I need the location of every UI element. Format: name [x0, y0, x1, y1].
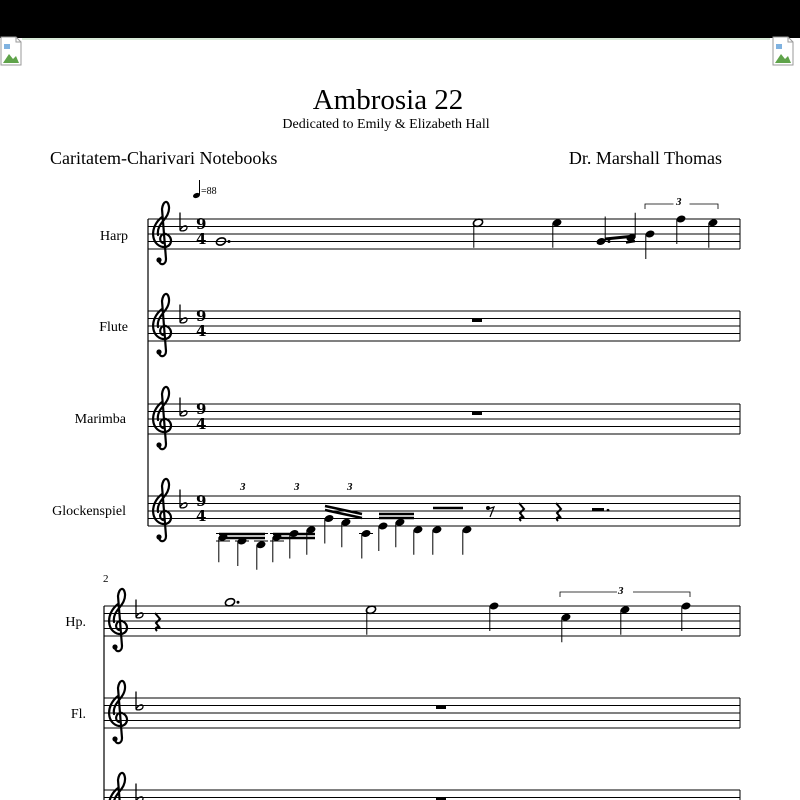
whole-rest [472, 412, 482, 416]
treble-clef-icon [109, 681, 127, 743]
staff-label-flute: Flute [99, 320, 128, 335]
tuplet-number: 3 [294, 481, 300, 493]
staff-label-flute-abbr: Fl. [70, 707, 86, 722]
treble-clef-icon [109, 589, 127, 651]
time-signature [196, 492, 206, 525]
tuplet-bracket [645, 204, 718, 209]
flat-icon [180, 490, 187, 508]
treble-clef-icon [153, 479, 171, 541]
flat-icon [180, 398, 187, 416]
augmentation-dot [237, 601, 240, 604]
time-signature [196, 400, 206, 433]
tuplet-bracket [560, 592, 690, 597]
score-composer: Dr. Marshall Thomas [568, 148, 722, 168]
tuplet-number: 3 [676, 196, 682, 208]
flat-icon [180, 305, 187, 323]
staff-label-harp-abbr: Hp. [65, 615, 86, 630]
half-rest [592, 508, 604, 512]
score-dedication: Dedicated to Emily & Elizabeth Hall [282, 117, 490, 132]
treble-clef-icon [153, 294, 171, 356]
score-title: Ambrosia 22 [312, 84, 464, 116]
flat-icon [180, 213, 187, 231]
treble-clef-icon [109, 773, 127, 800]
staff-label-marimba: Marimba [74, 412, 126, 427]
tuplet-number: 3 [618, 585, 624, 597]
eighth-rest [486, 506, 494, 517]
staff-label-harp: Harp [100, 229, 128, 244]
staff-label-glockenspiel: Glockenspiel [52, 504, 126, 519]
time-signature [196, 215, 206, 248]
time-signature [196, 307, 206, 340]
tempo-marking: =88 [201, 186, 217, 197]
flat-icon [136, 600, 143, 618]
augmentation-dot [608, 240, 611, 243]
treble-clef-icon [153, 202, 171, 264]
measure-number: 2 [103, 573, 109, 585]
tuplet-number: 3 [347, 481, 353, 493]
whole-rest [472, 319, 482, 323]
beam [626, 241, 635, 243]
treble-clef-icon [153, 387, 171, 449]
whole-rest [436, 706, 446, 710]
score-collection: Caritatem-Charivari Notebooks [50, 148, 278, 168]
augmentation-dot [228, 240, 231, 243]
tuplet-number: 3 [240, 481, 246, 493]
flat-icon [136, 692, 143, 710]
augmentation-dot [607, 509, 610, 512]
score-notation: 9 4 [0, 0, 800, 800]
